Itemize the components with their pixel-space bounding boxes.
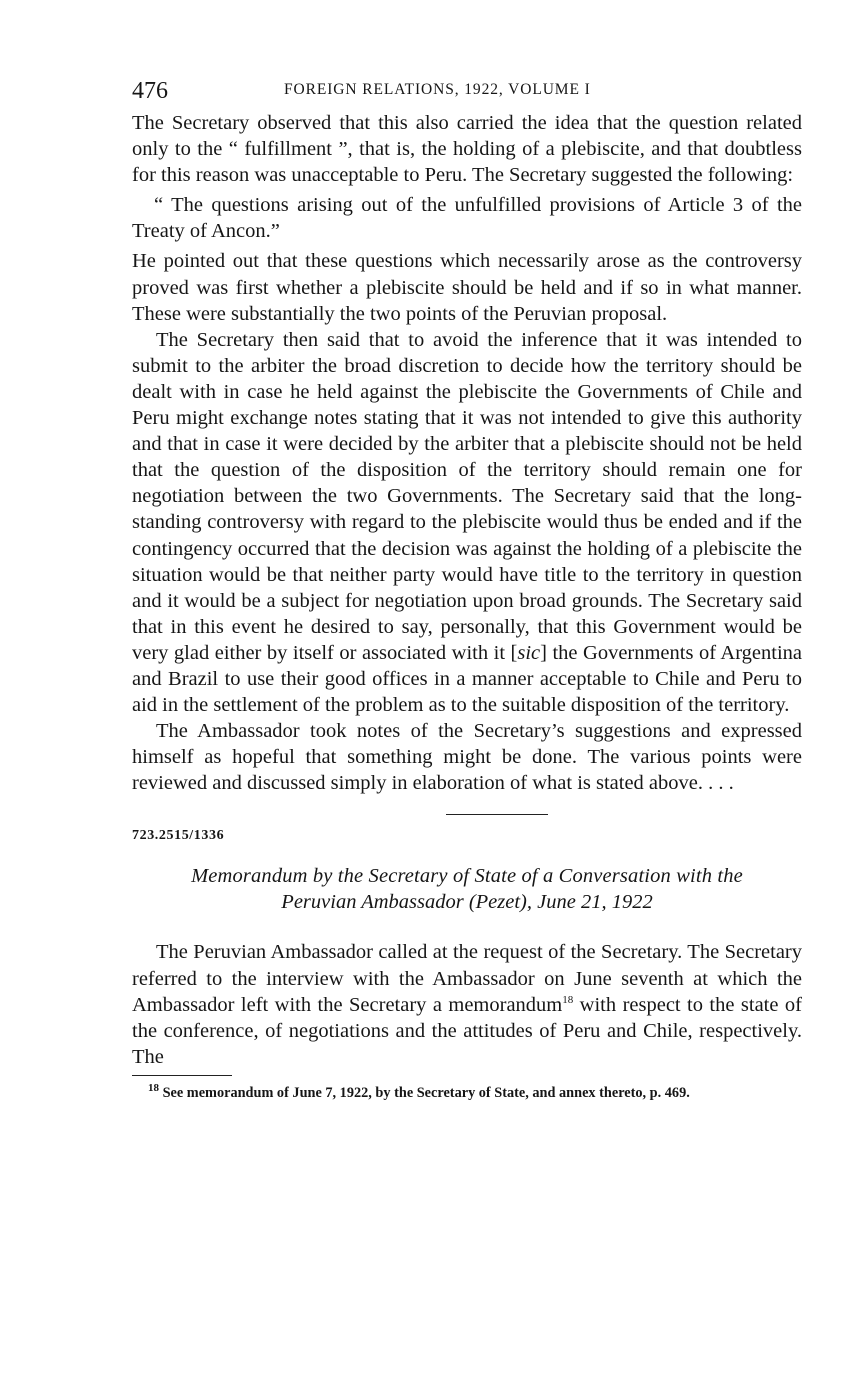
paragraph-secretary-observed: The Secretary observed that this also carried the idea that the question related only to the “ fulfillment ”, that is, the holding of a plebiscite, and that doubtless for this reason was unacceptable to Peru. The Secretary suggested the following: <box>132 112 802 187</box>
file-number: 723.2515/1336 <box>132 828 225 844</box>
memorandum-title <box>132 863 802 915</box>
footnote-divider <box>132 1075 232 1076</box>
paragraph-peruvian-ambassador-called <box>132 939 802 1069</box>
paragraph-text-part: The Secretary then said that to avoid the inference that it was intended to submit to the arbiter the broad discretion to decide how the territory should be dealt with in case he held against the plebiscite the Governments of Chile and Peru might exchange notes stating that it was not intended to give this authority and that in case it were decided by the arbiter that a plebiscite should not be held that the question of the disposition of the territory should remain one for negotiation between the two Governments. The Secretary said that the long-standing controversy with regard to the plebiscite would thus be ended and if the contingency occurred that the decision was against the holding of a plebiscite the situation would be that neither party would have title to the territory in question and it would be a subject for negotiation upon broad grounds. The Secretary said that in this event he desired to say, personally, that this Government would be very glad either by itself or associated with it [ <box>132 328 802 664</box>
section-divider <box>446 814 548 815</box>
footnote-marker: 18 <box>148 1082 159 1095</box>
memorandum-title-line-2: Peruvian Ambassador (Pezet), June 21, 1922 <box>281 891 653 914</box>
page-header <box>132 76 802 110</box>
page-number: 476 <box>132 78 168 104</box>
memorandum-title-line-1: Memorandum by the Secretary of State of a Conversation with the <box>191 865 743 888</box>
footnote-reference[interactable]: 18 <box>562 993 574 1006</box>
paragraph-text-part: The Peruvian Ambassador called at the request of the Secretary. The Secretary referred to the interview with the Ambassador on June seventh at which the Ambassador left with the Secretary a memorandum <box>132 941 802 1016</box>
footnote <box>132 1084 802 1103</box>
running-head: FOREIGN RELATIONS, 1922, VOLUME I <box>284 81 591 98</box>
document-page <box>132 76 802 1117</box>
paragraph-ambassador-notes: The Ambassador took notes of the Secretary’s suggestions and expressed himself as hopeful that something might be done. The various points were reviewed and discussed simply in elaboration of what is stated above. . . . <box>132 720 802 795</box>
sic-mark: sic <box>517 641 541 664</box>
quoted-proposal: “ The questions arising out of the unfulfilled provisions of Article 3 of the Treaty of Ancon.” <box>132 194 802 243</box>
paragraph-text-part: ] the Governments of Argentina and Brazil to use their good offices in a manner acceptable to Chile and Peru to aid in the settlement of the problem as to the suitable disposition of the territory. <box>132 641 802 717</box>
footnote-text: See memorandum of June 7, 1922, by the Secretary of State, and annex thereto, p. 469. <box>159 1084 690 1101</box>
paragraph-text-part: with respect to the state of the conference, of negotiations and the attitudes of Peru and Chile, respectively. The <box>132 993 802 1068</box>
spacer <box>132 915 802 939</box>
paragraph-avoid-inference <box>132 327 802 718</box>
paragraph-pointed-out: He pointed out that these questions which necessarily arose as the controversy proved was first whether a plebiscite should be held and if so in what manner. These were substantially the two points of the Peruvian proposal. <box>132 250 802 325</box>
